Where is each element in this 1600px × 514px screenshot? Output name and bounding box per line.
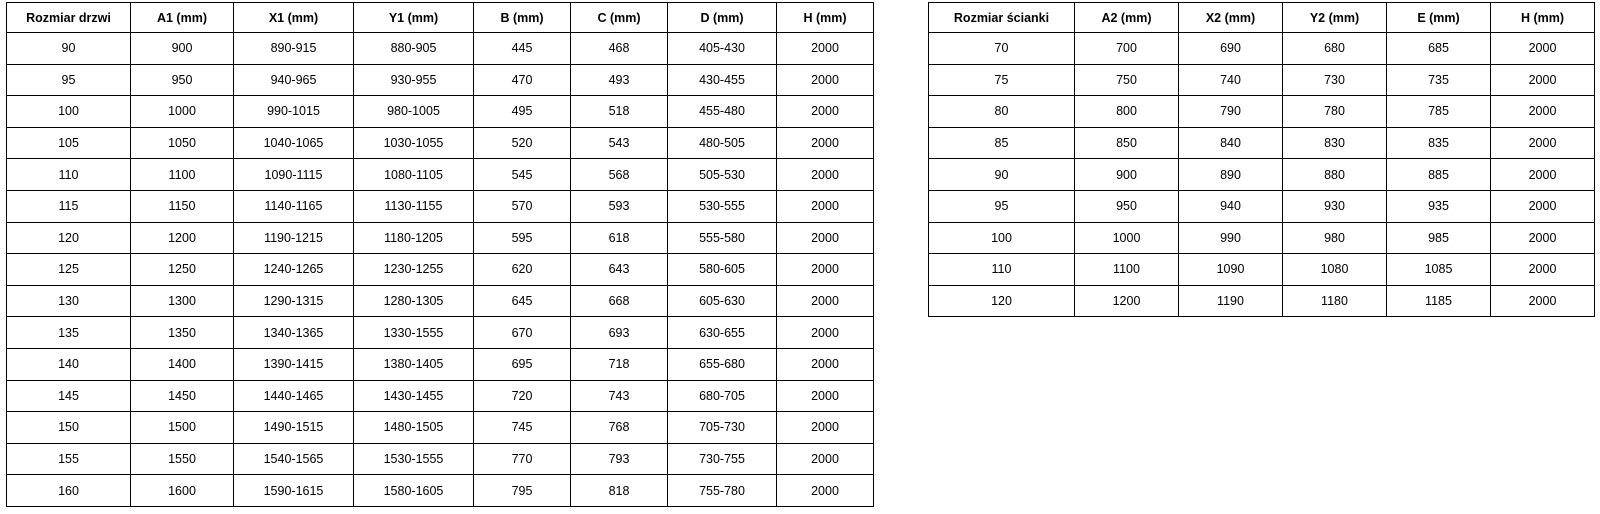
cell: 630-655	[668, 317, 777, 349]
cell: 655-680	[668, 348, 777, 380]
cell: 1190	[1179, 285, 1283, 317]
cell: 1390-1415	[234, 348, 354, 380]
table-row	[7, 412, 874, 444]
cell: 530-555	[668, 190, 777, 222]
cell: 493	[571, 64, 668, 96]
table-row	[929, 159, 1595, 191]
cell: 2000	[777, 412, 874, 444]
cell: 890	[1179, 159, 1283, 191]
table-row	[929, 33, 1595, 65]
table-row	[7, 475, 874, 507]
cell: 700	[1075, 33, 1179, 65]
table-row	[929, 222, 1595, 254]
cell: 605-630	[668, 285, 777, 317]
table-header-row	[929, 3, 1595, 33]
table-row	[7, 285, 874, 317]
cell: 890-915	[234, 33, 354, 65]
cell: 1540-1565	[234, 443, 354, 475]
cell: 985	[1387, 222, 1491, 254]
cell: 1340-1365	[234, 317, 354, 349]
cell: 1090-1115	[234, 159, 354, 191]
cell: 518	[571, 96, 668, 128]
cell: 115	[7, 190, 131, 222]
cell: 1280-1305	[354, 285, 474, 317]
cell: 1400	[131, 348, 234, 380]
table-row	[929, 127, 1595, 159]
doors-dimensions-table	[6, 2, 874, 507]
cell: 1450	[131, 380, 234, 412]
cell: 2000	[777, 475, 874, 507]
cell: 580-605	[668, 254, 777, 286]
cell: 1230-1255	[354, 254, 474, 286]
cell: 740	[1179, 64, 1283, 96]
cell: 1250	[131, 254, 234, 286]
cell: 743	[571, 380, 668, 412]
cell: 120	[7, 222, 131, 254]
cell: 555-580	[668, 222, 777, 254]
cell: 1000	[131, 96, 234, 128]
cell: 1140-1165	[234, 190, 354, 222]
cell: 130	[7, 285, 131, 317]
cell: 1040-1065	[234, 127, 354, 159]
cell: 2000	[777, 127, 874, 159]
table-row	[7, 159, 874, 191]
cell: 543	[571, 127, 668, 159]
cell: 1130-1155	[354, 190, 474, 222]
table-row	[7, 64, 874, 96]
cell: 818	[571, 475, 668, 507]
cell: 2000	[777, 33, 874, 65]
cell: 1350	[131, 317, 234, 349]
cell: 2000	[1491, 33, 1595, 65]
cell: 100	[7, 96, 131, 128]
cell: 735	[1387, 64, 1491, 96]
cell: 110	[929, 254, 1075, 286]
cell: 1085	[1387, 254, 1491, 286]
cell: 785	[1387, 96, 1491, 128]
cell: 445	[474, 33, 571, 65]
cell: 940	[1179, 190, 1283, 222]
cell: 568	[571, 159, 668, 191]
cell: 990	[1179, 222, 1283, 254]
doors-dimensions-table-container	[6, 2, 874, 507]
cell: 150	[7, 412, 131, 444]
cell: 730	[1283, 64, 1387, 96]
cell: 105	[7, 127, 131, 159]
cell: 80	[929, 96, 1075, 128]
cell: 75	[929, 64, 1075, 96]
cell: 1490-1515	[234, 412, 354, 444]
cell: 1580-1605	[354, 475, 474, 507]
cell: 940-965	[234, 64, 354, 96]
table-row	[7, 190, 874, 222]
column-header-e: E (mm)	[1387, 3, 1491, 33]
column-header-a1: A1 (mm)	[131, 3, 234, 33]
cell: 1080-1105	[354, 159, 474, 191]
cell: 468	[571, 33, 668, 65]
cell: 1090	[1179, 254, 1283, 286]
cell: 950	[1075, 190, 1179, 222]
cell: 680-705	[668, 380, 777, 412]
cell: 505-530	[668, 159, 777, 191]
table-row	[929, 190, 1595, 222]
cell: 2000	[777, 317, 874, 349]
cell: 990-1015	[234, 96, 354, 128]
cell: 155	[7, 443, 131, 475]
cell: 520	[474, 127, 571, 159]
cell: 690	[1179, 33, 1283, 65]
cell: 570	[474, 190, 571, 222]
column-header-x1: X1 (mm)	[234, 3, 354, 33]
cell: 95	[929, 190, 1075, 222]
walls-table-body	[929, 33, 1595, 317]
cell: 2000	[777, 64, 874, 96]
cell: 950	[131, 64, 234, 96]
cell: 2000	[1491, 159, 1595, 191]
column-header-y1: Y1 (mm)	[354, 3, 474, 33]
cell: 480-505	[668, 127, 777, 159]
column-header-a2: A2 (mm)	[1075, 3, 1179, 33]
cell: 2000	[777, 190, 874, 222]
column-header-h: H (mm)	[777, 3, 874, 33]
column-header-rozmiar-scianki: Rozmiar ścianki	[929, 3, 1075, 33]
cell: 800	[1075, 96, 1179, 128]
cell: 405-430	[668, 33, 777, 65]
cell: 720	[474, 380, 571, 412]
cell: 618	[571, 222, 668, 254]
cell: 2000	[777, 285, 874, 317]
cell: 935	[1387, 190, 1491, 222]
cell: 120	[929, 285, 1075, 317]
cell: 793	[571, 443, 668, 475]
cell: 643	[571, 254, 668, 286]
cell: 1200	[1075, 285, 1179, 317]
cell: 1290-1315	[234, 285, 354, 317]
cell: 1600	[131, 475, 234, 507]
cell: 885	[1387, 159, 1491, 191]
cell: 770	[474, 443, 571, 475]
cell: 100	[929, 222, 1075, 254]
table-row	[929, 64, 1595, 96]
cell: 1590-1615	[234, 475, 354, 507]
cell: 2000	[1491, 254, 1595, 286]
cell: 90	[929, 159, 1075, 191]
cell: 685	[1387, 33, 1491, 65]
table-row	[7, 222, 874, 254]
cell: 2000	[777, 443, 874, 475]
cell: 1430-1455	[354, 380, 474, 412]
cell: 768	[571, 412, 668, 444]
cell: 693	[571, 317, 668, 349]
cell: 110	[7, 159, 131, 191]
cell: 455-480	[668, 96, 777, 128]
table-row	[7, 380, 874, 412]
cell: 670	[474, 317, 571, 349]
cell: 2000	[1491, 222, 1595, 254]
cell: 1180	[1283, 285, 1387, 317]
cell: 1050	[131, 127, 234, 159]
cell: 980	[1283, 222, 1387, 254]
cell: 2000	[777, 222, 874, 254]
cell: 90	[7, 33, 131, 65]
cell: 1100	[131, 159, 234, 191]
table-header-row	[7, 3, 874, 33]
cell: 593	[571, 190, 668, 222]
cell: 470	[474, 64, 571, 96]
cell: 1480-1505	[354, 412, 474, 444]
cell: 70	[929, 33, 1075, 65]
cell: 1150	[131, 190, 234, 222]
column-header-rozmiar-drzwi: Rozmiar drzwi	[7, 3, 131, 33]
column-header-b: B (mm)	[474, 3, 571, 33]
cell: 680	[1283, 33, 1387, 65]
cell: 1200	[131, 222, 234, 254]
cell: 900	[131, 33, 234, 65]
cell: 430-455	[668, 64, 777, 96]
cell: 2000	[1491, 190, 1595, 222]
cell: 1180-1205	[354, 222, 474, 254]
table-row	[7, 33, 874, 65]
cell: 1330-1555	[354, 317, 474, 349]
cell: 1240-1265	[234, 254, 354, 286]
walls-table-header	[929, 3, 1595, 33]
cell: 85	[929, 127, 1075, 159]
cell: 1440-1465	[234, 380, 354, 412]
cell: 1080	[1283, 254, 1387, 286]
cell: 2000	[777, 348, 874, 380]
doors-table-header	[7, 3, 874, 33]
cell: 1380-1405	[354, 348, 474, 380]
table-row	[7, 96, 874, 128]
cell: 730-755	[668, 443, 777, 475]
cell: 1000	[1075, 222, 1179, 254]
cell: 850	[1075, 127, 1179, 159]
walls-dimensions-table-container	[928, 2, 1595, 317]
cell: 835	[1387, 127, 1491, 159]
cell: 135	[7, 317, 131, 349]
cell: 668	[571, 285, 668, 317]
cell: 2000	[777, 380, 874, 412]
cell: 705-730	[668, 412, 777, 444]
cell: 880-905	[354, 33, 474, 65]
cell: 900	[1075, 159, 1179, 191]
cell: 145	[7, 380, 131, 412]
table-row	[7, 443, 874, 475]
cell: 2000	[1491, 96, 1595, 128]
walls-dimensions-table	[928, 2, 1595, 317]
table-row	[929, 254, 1595, 286]
cell: 1100	[1075, 254, 1179, 286]
doors-table-body	[7, 33, 874, 507]
cell: 930	[1283, 190, 1387, 222]
cell: 780	[1283, 96, 1387, 128]
table-row	[929, 285, 1595, 317]
cell: 880	[1283, 159, 1387, 191]
table-row	[7, 317, 874, 349]
cell: 2000	[777, 254, 874, 286]
cell: 2000	[1491, 285, 1595, 317]
column-header-h: H (mm)	[1491, 3, 1595, 33]
cell: 595	[474, 222, 571, 254]
cell: 1185	[1387, 285, 1491, 317]
cell: 1030-1055	[354, 127, 474, 159]
cell: 1530-1555	[354, 443, 474, 475]
cell: 930-955	[354, 64, 474, 96]
cell: 745	[474, 412, 571, 444]
table-row	[7, 254, 874, 286]
table-row	[7, 348, 874, 380]
cell: 1550	[131, 443, 234, 475]
cell: 840	[1179, 127, 1283, 159]
cell: 2000	[1491, 127, 1595, 159]
cell: 750	[1075, 64, 1179, 96]
cell: 495	[474, 96, 571, 128]
column-header-x2: X2 (mm)	[1179, 3, 1283, 33]
cell: 980-1005	[354, 96, 474, 128]
column-header-d: D (mm)	[668, 3, 777, 33]
table-row	[929, 96, 1595, 128]
cell: 795	[474, 475, 571, 507]
cell: 2000	[777, 96, 874, 128]
cell: 755-780	[668, 475, 777, 507]
cell: 125	[7, 254, 131, 286]
cell: 545	[474, 159, 571, 191]
cell: 1500	[131, 412, 234, 444]
cell: 2000	[777, 159, 874, 191]
cell: 95	[7, 64, 131, 96]
cell: 645	[474, 285, 571, 317]
table-row	[7, 127, 874, 159]
column-header-c: C (mm)	[571, 3, 668, 33]
cell: 2000	[1491, 64, 1595, 96]
cell: 718	[571, 348, 668, 380]
cell: 620	[474, 254, 571, 286]
cell: 140	[7, 348, 131, 380]
cell: 790	[1179, 96, 1283, 128]
cell: 830	[1283, 127, 1387, 159]
cell: 160	[7, 475, 131, 507]
cell: 1300	[131, 285, 234, 317]
cell: 1190-1215	[234, 222, 354, 254]
cell: 695	[474, 348, 571, 380]
column-header-y2: Y2 (mm)	[1283, 3, 1387, 33]
